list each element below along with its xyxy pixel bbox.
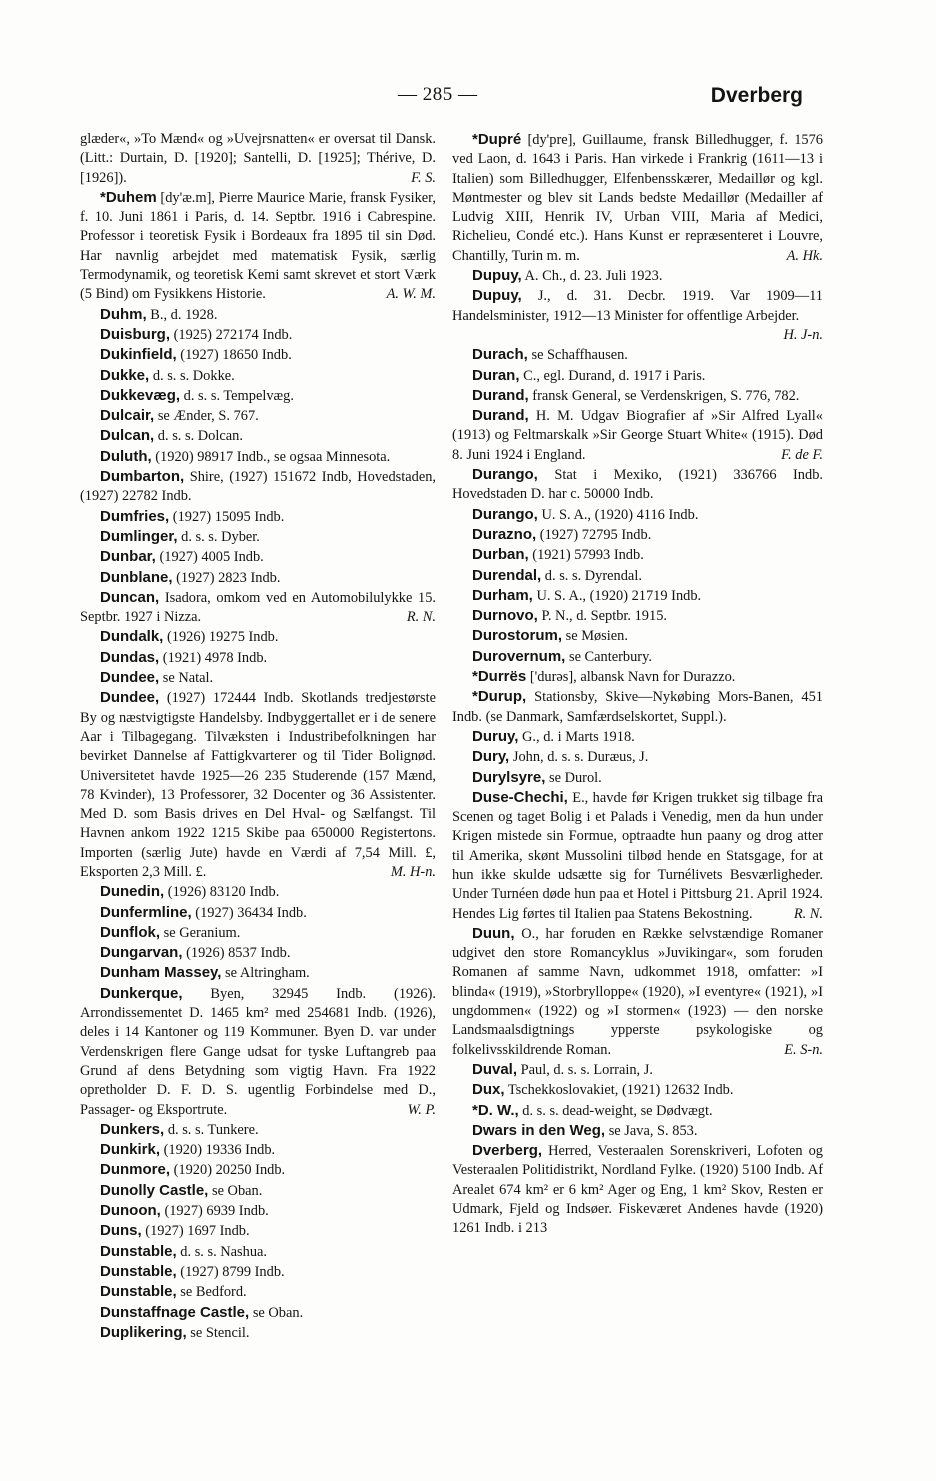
dictionary-entry — [452, 1121, 823, 1141]
dictionary-entry — [452, 525, 823, 545]
dictionary-entry — [80, 1262, 436, 1282]
dictionary-entry — [80, 1201, 436, 1221]
entry-text: se Natal. — [162, 670, 214, 687]
entry-text: [dy'æ.m], Pierre Maurice Marie, fransk Fysiker, f. 10. Juni 1861 i Paris, d. 14. Septbr. 1916 i Cabrespine. Professor i teoretisk Fysik i Bordeaux fra 1895 til sin Død. Har navnlig arbejdet med matematisk Fysik, særlig Termodynamik, og teoretisk Kemi samt skrevet et stort Værk (5 Bind) om Fysikkens Historie. — [80, 189, 436, 303]
dictionary-entry — [452, 1101, 823, 1121]
entry-headword: Dunstaffnage Castle, — [100, 1303, 250, 1321]
entry-text: se Oban. — [211, 1182, 263, 1199]
entry-text: d. s. s. Dyber. — [181, 528, 260, 545]
entry-headword: Dunflok, — [100, 923, 160, 941]
entry-text: Isadora, omkom ved en Automobilulykke 15. Septbr. 1927 i Nizza. — [80, 589, 436, 626]
entry-signature: F. S. — [411, 169, 436, 186]
entry-headword: Dukkevæg, — [100, 386, 181, 404]
entry-headword: *Dupré — [472, 131, 522, 148]
entry-signature: R. N. — [406, 609, 436, 626]
entry-headword: Dunham Massey, — [100, 964, 222, 982]
entry-headword: Dundee, — [100, 669, 160, 687]
dictionary-entry — [80, 345, 436, 365]
entry-text: (1927) 1697 Indb. — [145, 1223, 250, 1240]
entry-text: se Oban. — [252, 1304, 304, 1321]
entry-headword: Dunstable, — [100, 1283, 177, 1301]
dictionary-entry — [452, 566, 823, 586]
dictionary-entry — [80, 903, 436, 923]
entry-text: (1926) 8537 Indb. — [186, 945, 291, 962]
dictionary-entry — [80, 447, 436, 467]
entry-headword: Dumfries, — [100, 507, 170, 525]
dictionary-entry — [452, 924, 823, 1060]
entry-text: Paul, d. s. s. Lorrain, J. — [520, 1061, 653, 1078]
entry-text: (1927) 18650 Indb. — [180, 347, 292, 364]
entry-text: P. N., d. Septbr. 1915. — [541, 608, 667, 625]
entry-headword: *Duhem — [100, 188, 157, 206]
dictionary-entry — [80, 568, 436, 588]
left-column — [80, 130, 436, 1343]
entry-text: se Bedford. — [180, 1284, 247, 1301]
entry-signature: H. J-n. — [783, 326, 823, 343]
entry-headword: Durand, — [472, 386, 529, 404]
dictionary-entry — [80, 943, 436, 963]
page-number: — 285 — — [398, 84, 478, 105]
entry-headword: Dunblane, — [100, 568, 173, 586]
entry-headword: Duval, — [472, 1060, 518, 1078]
dictionary-entry — [80, 648, 436, 668]
entry-headword: Dunfermline, — [100, 903, 192, 921]
entry-headword: Dunolly Castle, — [100, 1181, 209, 1199]
entry-text: U. S. A., (1920) 21719 Indb. — [536, 587, 702, 604]
entry-text: C., egl. Durand, d. 1917 i Paris. — [523, 367, 706, 384]
dictionary-entry — [452, 667, 823, 687]
entry-text: (1925) 272174 Indb. — [173, 326, 293, 343]
entry-text: (1920) 98917 Indb., se ogsaa Minnesota. — [155, 448, 391, 465]
entry-headword: *Durrës — [472, 668, 527, 686]
dictionary-entry — [452, 366, 823, 386]
dictionary-entry — [452, 1060, 823, 1080]
dictionary-entry — [452, 1141, 823, 1238]
dictionary-entry — [452, 647, 823, 667]
entry-text: ['durəs], albansk Navn for Durazzo. — [529, 669, 736, 686]
entry-headword: Durovernum, — [472, 647, 566, 665]
entry-headword: Duisburg, — [100, 325, 170, 343]
entry-text: glæder«, »To Mænd« og »Uvejrsnatten« er oversat til Dansk. (Litt.: Durtain, D. [1920]; Santelli, D. [1925]; Thérive, D. [1926]). — [80, 131, 436, 186]
dictionary-entry — [80, 588, 436, 628]
entry-headword: Dunkerque, — [100, 984, 183, 1002]
dictionary-entry — [80, 1181, 436, 1201]
entry-headword: Durylsyre, — [472, 768, 546, 786]
entry-headword: Dunstable, — [100, 1242, 177, 1260]
dictionary-entry — [80, 984, 436, 1120]
entry-text: se Geranium. — [163, 924, 241, 941]
dictionary-entry — [452, 687, 823, 727]
entry-text: Stationsby, Skive—Nykøbing Mors-Banen, 451 Indb. (se Danmark, Samfærdselskortet, Suppl.). — [452, 689, 823, 725]
dictionary-entry — [452, 386, 823, 406]
entry-text: (1927) 6939 Indb. — [164, 1203, 269, 1220]
right-column — [452, 130, 823, 1239]
dictionary-entry — [80, 130, 436, 188]
entry-text: Stat i Mexiko, (1921) 336766 Indb. Hovedstaden D. har c. 50000 Indb. — [452, 467, 823, 503]
entry-headword: Dwars in den Weg, — [472, 1121, 606, 1139]
dictionary-entry — [80, 1282, 436, 1302]
entry-text: d. s. s. Dokke. — [152, 367, 235, 384]
dictionary-entry — [80, 507, 436, 527]
entry-headword: Durham, — [472, 586, 533, 604]
entry-headword: Duns, — [100, 1222, 142, 1240]
entry-headword: Dunmore, — [100, 1161, 171, 1179]
entry-text: fransk General, se Verdenskrigen, S. 776, 782. — [532, 387, 800, 404]
entry-headword: Dupuy, — [472, 287, 522, 305]
entry-signature: M. H-n. — [390, 863, 436, 880]
dictionary-entry — [452, 727, 823, 747]
dictionary-entry — [452, 747, 823, 767]
dictionary-entry — [452, 345, 823, 365]
entry-text: se Durol. — [548, 769, 602, 786]
dictionary-entry — [80, 963, 436, 983]
dictionary-entry — [452, 266, 823, 286]
entry-text: (1920) 20250 Indb. — [173, 1162, 286, 1179]
entry-headword: Durban, — [472, 546, 529, 564]
dictionary-entry — [80, 1242, 436, 1262]
entry-headword: Dux, — [472, 1081, 505, 1099]
entry-text: J., d. 31. Decbr. 1919. Var 1909—11 Handelsminister, 1912—13 Minister for offentlige Arbejder. — [452, 288, 823, 324]
entry-headword: Durendal, — [472, 566, 542, 584]
dictionary-entry — [80, 1160, 436, 1180]
entry-headword: Dunkirk, — [100, 1141, 161, 1159]
entry-text: Byen, 32945 Indb. (1926). Arrondissementet D. 1465 km² med 254681 Indb. (1926), deles i 14 Kantoner og 119 Kommuner. Byen D. var under Verdenskrigen flere Gange udsat for tyske Luftangreb paa Grund af dens Betydning som vigtig Havn. Fra 1922 opretholder D. F. D. S. ugentlig Forbindelse med D., Passager- og Eksportrute. — [80, 985, 436, 1118]
dictionary-entry — [80, 467, 436, 507]
entry-text: (1927) 8799 Indb. — [180, 1263, 285, 1280]
entry-signature: A. Hk. — [786, 247, 823, 264]
entry-headword: Durostorum, — [472, 627, 562, 645]
entry-headword: Durazno, — [472, 525, 537, 543]
entry-text: d. s. s. Dolcan. — [157, 428, 243, 445]
entry-signature: R. N. — [793, 905, 823, 922]
dictionary-entry — [452, 626, 823, 646]
entry-headword: Duncan, — [100, 588, 160, 606]
dictionary-entry — [80, 527, 436, 547]
entry-headword: Duun, — [472, 924, 515, 942]
entry-headword: *D. W., — [472, 1101, 519, 1119]
entry-text: se Møsien. — [565, 628, 628, 645]
dictionary-entry — [452, 465, 823, 505]
entry-headword: *Durup, — [472, 688, 527, 706]
dictionary-entry — [80, 325, 436, 345]
dictionary-entry — [452, 130, 823, 266]
entry-text: (1926) 19275 Indb. — [166, 629, 279, 646]
entry-headword: Dundee, — [100, 689, 160, 707]
entry-text: [dy'pre], Guillaume, fransk Billedhugger, f. 1576 ved Laon, d. 1643 i Paris. Han virkede i Frankrig (1611—13 i Italien) som Billedhugger, Elfenbensskærer, Medaillør og kgl. Møntmester og blev sit Lands bedste Medaillør (Medailler af Ludvig XIII, Henrik IV, Urban VIII, Maria af Medici, Richelieu, Condé etc.). Hans Kunst er repræsenteret i Louvre, Chantilly, Turin m. m. — [452, 132, 823, 264]
entry-headword: Durnovo, — [472, 607, 538, 625]
dictionary-entry — [80, 1120, 436, 1140]
entry-headword: Dverberg, — [472, 1142, 543, 1160]
entry-headword: Dungarvan, — [100, 944, 183, 962]
entry-text: d. s. s. Nashua. — [180, 1243, 268, 1260]
dictionary-entry — [452, 286, 823, 345]
dictionary-entry — [80, 882, 436, 902]
entry-text: A. Ch., d. 23. Juli 1923. — [524, 268, 663, 285]
entry-headword: Dumlinger, — [100, 527, 178, 545]
entry-text: Shire, (1927) 151672 Indb, Hovedstaden, (1927) 22782 Indb. — [80, 469, 436, 505]
entry-headword: Duplikering, — [100, 1323, 187, 1341]
dictionary-entry — [80, 668, 436, 688]
entry-headword: Dulcair, — [100, 407, 155, 425]
entry-headword: Dunbar, — [100, 548, 156, 566]
entry-text: U. S. A., (1920) 4116 Indb. — [541, 506, 699, 523]
running-head: Dverberg — [710, 84, 803, 107]
entry-text: se Java, S. 853. — [608, 1122, 698, 1139]
entry-headword: Durand, — [472, 407, 529, 425]
dictionary-entry — [452, 606, 823, 626]
dictionary-entry — [80, 1140, 436, 1160]
entry-headword: Durango, — [472, 466, 538, 484]
entry-headword: Durach, — [472, 346, 528, 364]
entry-text: d. s. s. dead-weight, se Dødvægt. — [522, 1102, 713, 1119]
entry-text: (1927) 4005 Indb. — [159, 549, 264, 566]
entry-headword: Duhm, — [100, 305, 147, 323]
entry-text: (1927) 72795 Indb. — [539, 526, 652, 543]
entry-headword: Dunedin, — [100, 883, 165, 901]
entry-text: G., d. i Marts 1918. — [522, 728, 635, 745]
entry-text: d. s. s. Tunkere. — [167, 1121, 259, 1138]
dictionary-entry — [80, 1221, 436, 1241]
entry-headword: Duran, — [472, 366, 520, 384]
entry-text: E., havde før Krigen trukket sig tilbage fra Scenen og taget Bolig i et Palads i Venedig, men da hun under Krigen mistede sin Formue, optraadte hun paany og drog atter til Amerika, skønt Mussolini tilbød hende en Statsgage, for at hun ikke skulde udsætte sig for Turnélivets Besværligheder. Under Turnéen døde hun paa et Hotel i Pittsburg 21. April 1924. Hendes Lig førtes til Italien paa Statens Bekostning. — [452, 789, 823, 922]
entry-headword: Duse-Chechi, — [472, 788, 568, 806]
dictionary-entry — [452, 505, 823, 525]
dictionary-entry — [80, 366, 436, 386]
dictionary-entry — [80, 1323, 436, 1343]
entry-signature: W. P. — [407, 1101, 436, 1118]
entry-text: H. M. Udgav Biografier af »Sir Alfred Lyall« (1913) og Feltmarskalk »Sir George Stuart White« (1915). Død 8. Juni 1924 i England. — [452, 408, 823, 463]
entry-signature: A. W. M. — [386, 286, 436, 303]
dictionary-entry — [80, 547, 436, 567]
entry-headword: Dunstable, — [100, 1262, 177, 1280]
entry-text: (1927) 172444 Indb. Skotlands tredjestørste By og næstvigtigste Handelsby. Indbyggertallet er i de senere Aar i Tilbagegang. Tilvæksten i Industribefolkningen har bevirket Dannelse af Fattigkvarterer og til Tider Bolignød. Universitetet havde 1925—26 235 Studerende (157 Mænd, 78 Kvinder), 13 Professorer, 32 Docenter og 36 Assistenter. Med D. som Basis drives en Del Hval- og Sælfangst. Til Havnen ankom 1922 1215 Skibe paa 650000 Registertons. Importen (særlig Jute) havde en Værdi af 7,54 Mill. £, Eksporten 2,3 Mill. £. — [80, 690, 436, 880]
entry-headword: Dulcan, — [100, 427, 155, 445]
entry-headword: Dupuy, — [472, 267, 522, 285]
entry-headword: Durango, — [472, 505, 538, 523]
entry-headword: Dunkers, — [100, 1120, 165, 1138]
dictionary-entry — [80, 188, 436, 305]
entry-text: se Canterbury. — [568, 648, 652, 665]
dictionary-entry — [80, 1303, 436, 1323]
entry-headword: Dundas, — [100, 648, 160, 666]
entry-headword: Dumbarton, — [100, 468, 185, 486]
entry-headword: Dundalk, — [100, 628, 164, 646]
dictionary-entry — [452, 406, 823, 465]
entry-text: (1921) 57993 Indb. — [532, 547, 644, 564]
entry-text: O., har foruden en Række selvstændige Romaner udgivet den store Romancyklus »Juvikingar«, som foruden Romanen af samme Navn, udkommet 1918, omfatter: »I blinda« (1919), »Storbrylloppe« (1920), »I eventyre« (1921), »I ungdommen« (1922) og »I stormen« (1923) — den norske Landsmaalsdigtnings ypperste psykologiske og folkelivsskildrende Roman. — [452, 925, 823, 1058]
entry-text: se Altringham. — [225, 965, 310, 982]
dictionary-entry — [80, 406, 436, 426]
dictionary-entry — [452, 545, 823, 565]
entry-headword: Dukke, — [100, 366, 150, 384]
entry-headword: Dukinfield, — [100, 346, 177, 364]
entry-headword: Dury, — [472, 748, 510, 766]
entry-headword: Duruy, — [472, 727, 519, 745]
entry-text: se Ænder, S. 767. — [157, 408, 259, 425]
entry-text: (1927) 15095 Indb. — [172, 508, 285, 525]
entry-text: (1927) 2823 Indb. — [176, 569, 281, 586]
entry-signature: E. S-n. — [784, 1041, 823, 1058]
dictionary-entry — [80, 305, 436, 325]
entry-text: (1920) 19336 Indb. — [163, 1142, 276, 1159]
dictionary-entry — [452, 586, 823, 606]
entry-headword: Duluth, — [100, 447, 152, 465]
entry-text: (1921) 4978 Indb. — [162, 649, 268, 666]
entry-headword: Dunoon, — [100, 1202, 161, 1220]
entry-text: se Stencil. — [190, 1324, 250, 1341]
entry-text: se Schaffhausen. — [531, 347, 628, 364]
entry-text: (1927) 36434 Indb. — [195, 904, 307, 921]
entry-text: B., d. 1928. — [150, 306, 218, 323]
dictionary-entry — [80, 923, 436, 943]
dictionary-entry — [452, 768, 823, 788]
entry-text: Herred, Vesteraalen Sorenskriveri, Lofoten og Vesteraalen Politidistrikt, Nordland Fylke. (1920) 5100 Indb. Af Arealet 674 km² er 6 km² Ager og Eng, 1 km² Skov, Resten er Udmark, Fjeld og Indsøer. Fiskeværet Andenes havde (1920) 1261 Indb. i 213 — [452, 1143, 823, 1237]
entry-text: Tschekkoslovakiet, (1921) 12632 Indb. — [507, 1082, 734, 1099]
dictionary-entry — [452, 788, 823, 924]
dictionary-entry — [80, 627, 436, 647]
entry-text: John, d. s. s. Duræus, J. — [512, 749, 649, 766]
dictionary-entry — [452, 1080, 823, 1100]
entry-signature: F. de F. — [781, 446, 823, 463]
entry-text: (1926) 83120 Indb. — [167, 884, 280, 901]
dictionary-entry — [80, 426, 436, 446]
entry-text: d. s. s. Dyrendal. — [544, 567, 642, 584]
page-header — [0, 78, 936, 118]
dictionary-entry — [80, 386, 436, 406]
entry-text: d. s. s. Tempelvæg. — [183, 387, 294, 404]
dictionary-entry — [80, 688, 436, 882]
